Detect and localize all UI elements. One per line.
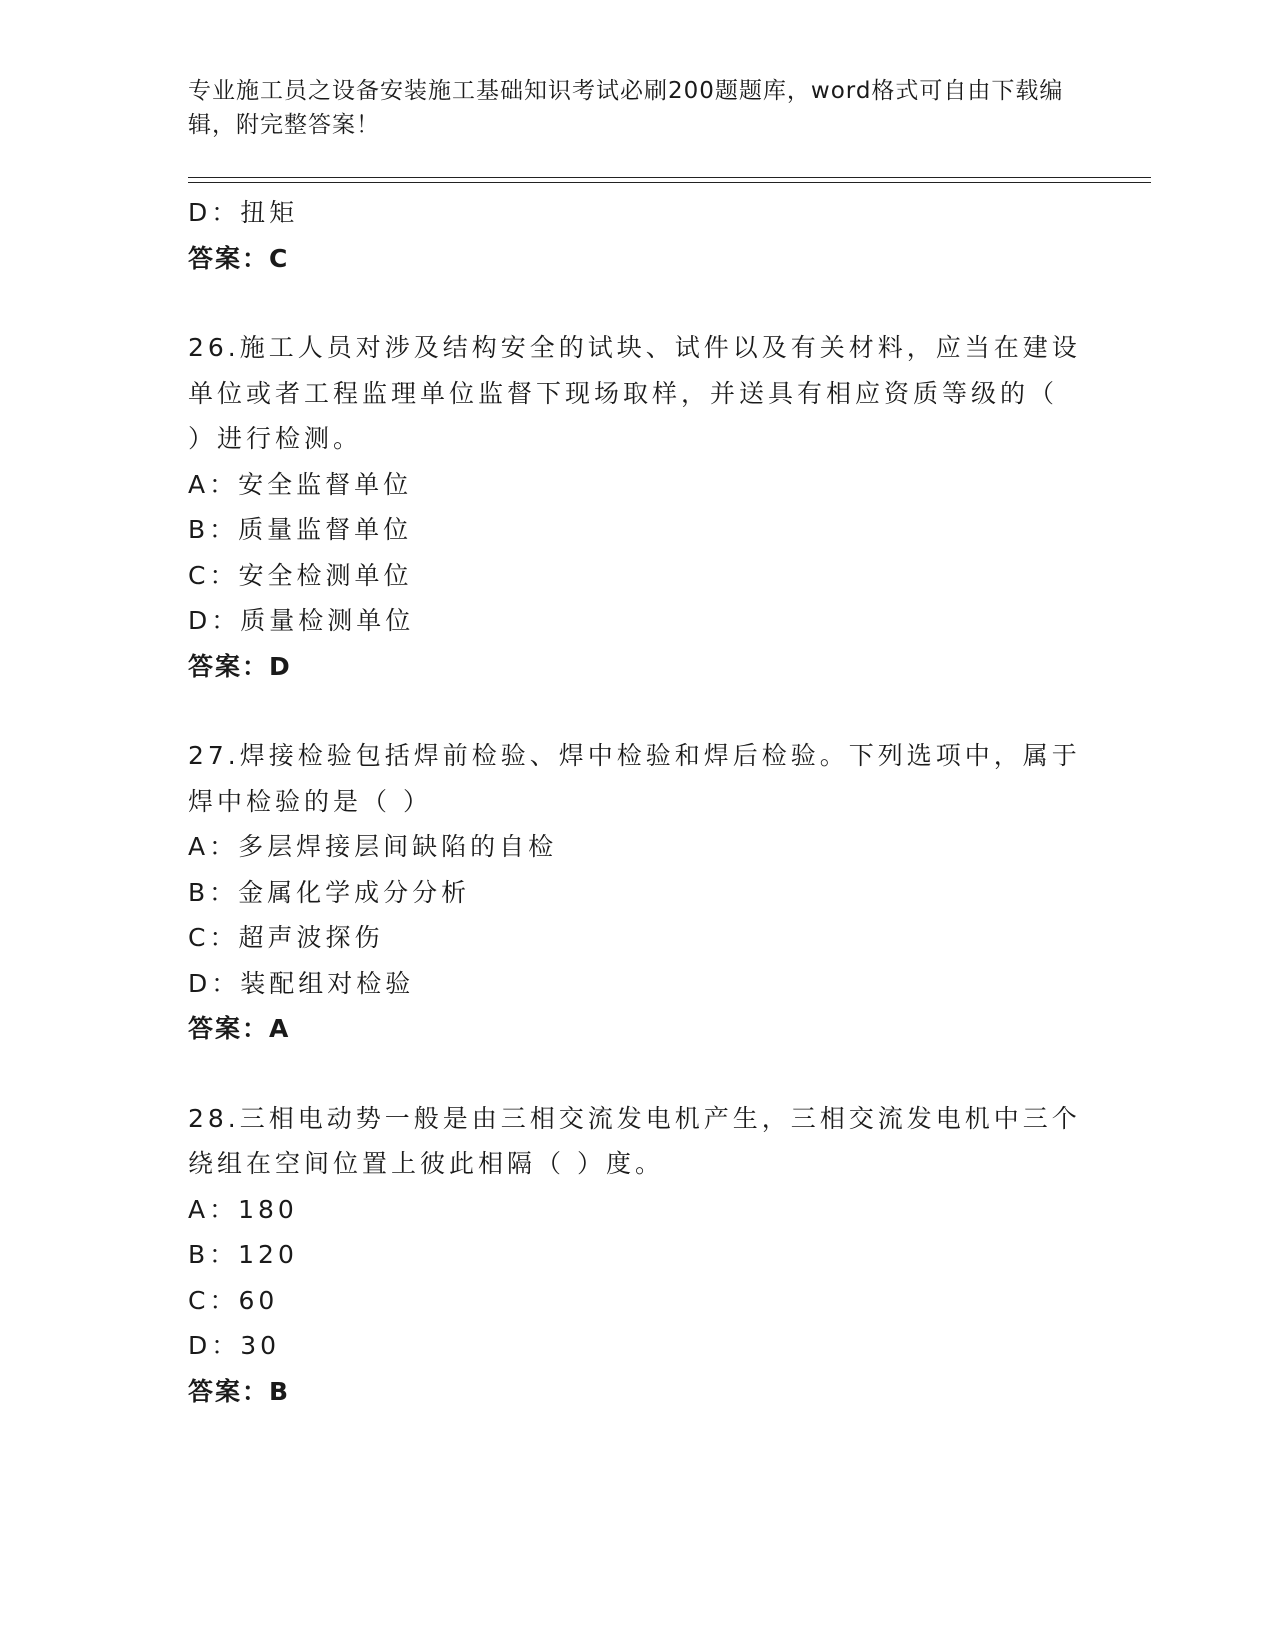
header-divider-bottom [188, 182, 1151, 183]
question-line: 26.施工人员对涉及结构安全的试块、试件以及有关材料，应当在建设 [188, 333, 1081, 362]
question-line: 28.三相电动势一般是由三相交流发电机产生，三相交流发电机中三个 [188, 1103, 1081, 1133]
question-27 [188, 733, 1088, 1052]
spacer [188, 689, 1088, 733]
answer: 答案：A [188, 1014, 291, 1043]
question-line: ）进行检测。 [188, 424, 363, 453]
option-b: B：120 [188, 1240, 298, 1269]
header-divider-top [188, 177, 1151, 178]
question-line: 27.焊接检验包括焊前检验、焊中检验和焊后检验。下列选项中，属于 [188, 741, 1081, 770]
option-c: C：安全检测单位 [188, 560, 413, 590]
document-header: 专业施工员之设备安装施工基础知识考试必刷200题题库，word格式可自由下载编辑，附完整答案！ [188, 78, 1064, 138]
option-a: A：安全监督单位 [188, 469, 413, 499]
option-b: B：质量监督单位 [188, 515, 413, 544]
spacer [188, 281, 1088, 325]
spacer [188, 1052, 1088, 1096]
question-28 [188, 1096, 1088, 1415]
question-line: 绕组在空间位置上彼此相隔（ ）度。 [188, 1149, 664, 1178]
option-d: D：装配组对检验 [188, 968, 415, 998]
answer: 答案：B [188, 1376, 291, 1406]
option-a: A：多层焊接层间缺陷的自检 [188, 832, 558, 861]
answer: 答案：D [188, 651, 292, 681]
prev-option-d: D：扭矩 [188, 198, 299, 227]
document-body [188, 190, 1088, 1414]
option-b: B：金属化学成分分析 [188, 877, 471, 907]
option-a: A：180 [188, 1194, 298, 1224]
option-c: C：超声波探伤 [188, 923, 384, 952]
question-26 [188, 325, 1088, 689]
question-line: 单位或者工程监理单位监督下现场取样，并送具有相应资质等级的（ [188, 378, 1059, 408]
prev-answer: 答案：C [188, 243, 290, 273]
question-line: 焊中检验的是（ ） [188, 786, 432, 816]
option-d: D：质量检测单位 [188, 606, 415, 635]
option-d: D：30 [188, 1331, 281, 1360]
option-c: C：60 [188, 1285, 279, 1315]
